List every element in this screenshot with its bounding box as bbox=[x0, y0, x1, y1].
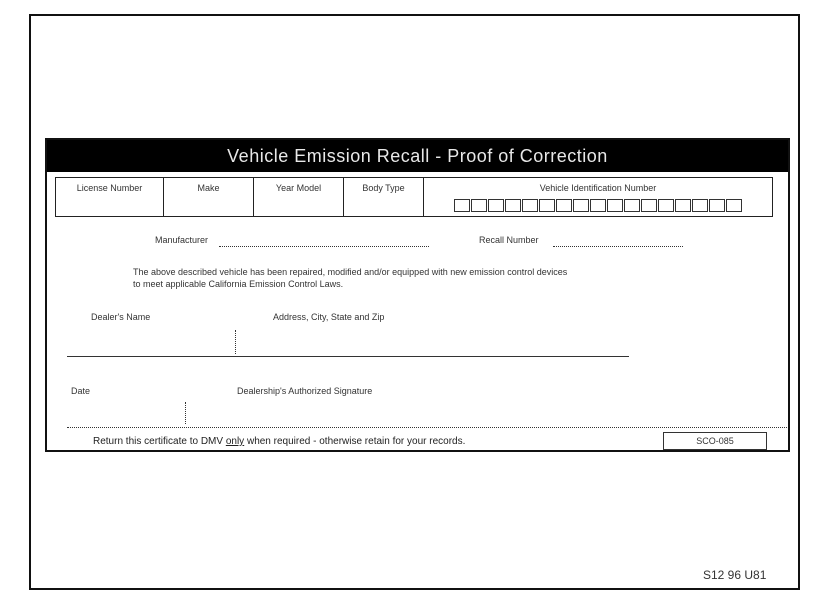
dealer-divider bbox=[235, 330, 236, 354]
date-label: Date bbox=[71, 386, 91, 396]
statement-line-1: The above described vehicle has been repaired, modified and/or equipped with new emission control devices bbox=[133, 267, 568, 277]
year-model-cell bbox=[254, 178, 344, 216]
vin-char-box bbox=[658, 199, 674, 212]
vin-boxes bbox=[424, 199, 772, 212]
vin-char-box bbox=[607, 199, 623, 212]
vin-char-box bbox=[454, 199, 470, 212]
recall-number-line bbox=[553, 246, 683, 247]
form-code-text: SCO-085 bbox=[696, 436, 734, 446]
date-signature-line bbox=[67, 427, 787, 428]
vin-char-box bbox=[505, 199, 521, 212]
vin-char-box bbox=[522, 199, 538, 212]
vin-char-box bbox=[556, 199, 572, 212]
certification-statement bbox=[133, 266, 693, 290]
vin-char-box bbox=[641, 199, 657, 212]
return-note-before: Return this certificate to DMV bbox=[93, 436, 226, 447]
form-code bbox=[663, 432, 767, 450]
vehicle-info-row bbox=[55, 177, 773, 217]
vin-char-box bbox=[675, 199, 691, 212]
make-cell bbox=[164, 178, 254, 216]
vin-char-box bbox=[726, 199, 742, 212]
return-note-after: when required - otherwise retain for your records. bbox=[244, 436, 466, 447]
manufacturer-line bbox=[219, 246, 429, 247]
vin-char-box bbox=[539, 199, 555, 212]
vin-char-box bbox=[709, 199, 725, 212]
license-number-cell bbox=[56, 178, 164, 216]
vin-cell bbox=[424, 178, 772, 216]
vin-char-box bbox=[573, 199, 589, 212]
form-title: Vehicle Emission Recall - Proof of Correction bbox=[47, 140, 788, 172]
certificate-form bbox=[45, 138, 790, 452]
year-model-label: Year Model bbox=[275, 183, 322, 193]
manufacturer-label: Manufacturer bbox=[155, 235, 209, 245]
vin-char-box bbox=[488, 199, 504, 212]
vin-char-box bbox=[471, 199, 487, 212]
make-label: Make bbox=[197, 183, 220, 193]
body-type-label: Body Type bbox=[362, 183, 405, 193]
vin-char-box bbox=[624, 199, 640, 212]
return-instructions bbox=[93, 436, 465, 447]
date-divider bbox=[185, 402, 186, 424]
vin-char-box bbox=[590, 199, 606, 212]
signature-label: Dealership's Authorized Signature bbox=[237, 386, 373, 396]
dealer-address-line bbox=[67, 356, 629, 357]
vin-label: Vehicle Identification Number bbox=[539, 183, 657, 193]
recall-number-label: Recall Number bbox=[479, 235, 539, 245]
license-number-label: License Number bbox=[76, 183, 143, 193]
figure-id: S12 96 U81 bbox=[703, 568, 767, 582]
vin-char-box bbox=[692, 199, 708, 212]
address-label: Address, City, State and Zip bbox=[273, 312, 385, 322]
body-type-cell bbox=[344, 178, 424, 216]
return-note-only: only bbox=[225, 436, 245, 447]
statement-line-2: to meet applicable California Emission Control Laws. bbox=[133, 279, 344, 289]
dealers-name-label: Dealer's Name bbox=[91, 312, 151, 322]
